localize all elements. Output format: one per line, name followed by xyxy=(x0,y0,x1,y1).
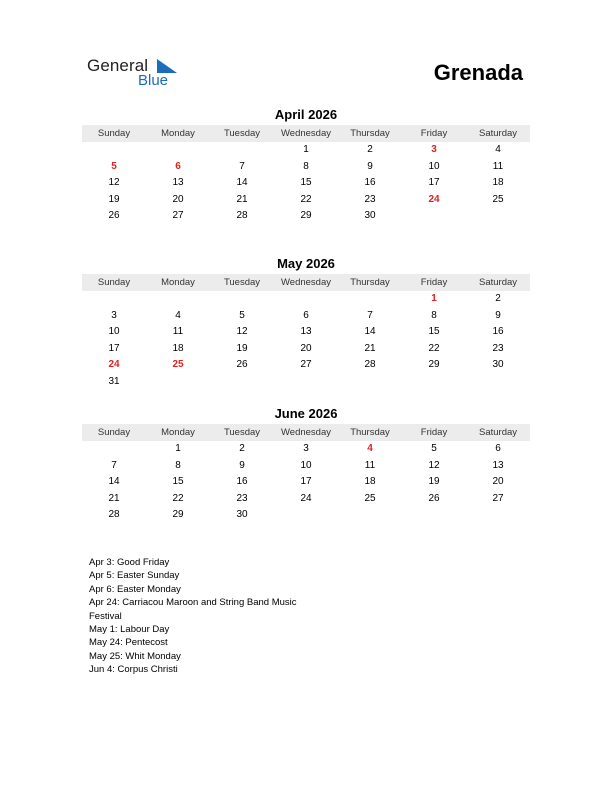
date-cell: 22 xyxy=(172,492,184,504)
month-grid xyxy=(82,142,530,225)
date-cell: 16 xyxy=(236,476,248,488)
date-cell: 15 xyxy=(172,476,184,488)
date-cell xyxy=(274,291,338,308)
holiday-list-item: Jun 4: Corpus Christi xyxy=(89,664,178,676)
weekday-label: Tuesday xyxy=(223,427,261,438)
weekday-label: Wednesday xyxy=(281,277,331,288)
date-cell: 20 xyxy=(300,342,312,354)
date-cell: 30 xyxy=(236,509,248,521)
weekday-label: Saturday xyxy=(478,277,518,288)
weekday-label: Thursday xyxy=(350,277,390,288)
weekday-header xyxy=(82,125,530,142)
weekday-header xyxy=(82,274,530,291)
month-title: June 2026 xyxy=(274,406,338,421)
date-cell: 28 xyxy=(364,359,376,371)
date-cell: 13 xyxy=(492,459,504,471)
date-cell: 23 xyxy=(236,492,248,504)
weekday-label: Tuesday xyxy=(223,128,261,139)
date-cell: 11 xyxy=(172,326,184,338)
logo-flag-icon xyxy=(157,59,177,73)
weekday-label: Friday xyxy=(420,128,448,139)
week-row xyxy=(82,192,530,209)
holiday-list-item: May 1: Labour Day xyxy=(89,624,170,636)
date-cell xyxy=(402,507,466,524)
date-cell xyxy=(466,374,530,391)
weekday-label: Sunday xyxy=(97,277,131,288)
date-cell: 24 xyxy=(300,492,312,504)
date-cell: 3 xyxy=(111,309,117,321)
holiday-date-cell: 25 xyxy=(172,359,184,371)
date-cell: 14 xyxy=(364,326,376,338)
date-cell xyxy=(146,142,210,159)
weekday-label: Sunday xyxy=(97,128,131,139)
month-grid xyxy=(82,291,530,391)
weekday-header xyxy=(82,424,530,441)
date-cell: 15 xyxy=(300,177,312,189)
date-cell: 17 xyxy=(300,476,312,488)
date-cell: 31 xyxy=(108,375,120,387)
month-title: April 2026 xyxy=(274,107,338,122)
date-cell: 12 xyxy=(236,326,248,338)
date-cell: 18 xyxy=(364,476,376,488)
date-cell: 10 xyxy=(300,459,312,471)
date-cell: 4 xyxy=(175,309,181,321)
date-cell: 23 xyxy=(364,193,376,205)
weekday-label: Monday xyxy=(161,277,195,288)
date-cell xyxy=(402,374,466,391)
date-cell xyxy=(338,374,402,391)
date-cell xyxy=(82,441,146,458)
holiday-date-cell: 5 xyxy=(111,160,117,172)
date-cell: 16 xyxy=(492,326,504,338)
week-row xyxy=(82,159,530,176)
date-cell xyxy=(338,507,402,524)
date-cell xyxy=(146,374,210,391)
date-cell: 13 xyxy=(172,177,184,189)
date-cell xyxy=(466,507,530,524)
date-cell: 8 xyxy=(175,459,181,471)
date-cell: 10 xyxy=(108,326,120,338)
date-cell: 27 xyxy=(300,359,312,371)
date-cell: 29 xyxy=(172,509,184,521)
week-row xyxy=(82,142,530,159)
week-row xyxy=(82,441,530,458)
date-cell: 7 xyxy=(111,459,117,471)
week-row xyxy=(82,507,530,524)
week-row xyxy=(82,474,530,491)
date-cell: 30 xyxy=(492,359,504,371)
weekday-label: Saturday xyxy=(478,427,518,438)
country-title: Grenada xyxy=(433,60,523,85)
date-cell: 9 xyxy=(239,459,245,471)
date-cell: 9 xyxy=(367,160,373,172)
logo-word-blue: Blue xyxy=(138,72,169,89)
weekday-label: Tuesday xyxy=(223,277,261,288)
date-cell: 8 xyxy=(303,160,309,172)
week-row xyxy=(82,357,530,374)
date-cell: 11 xyxy=(492,160,504,172)
weekday-label: Friday xyxy=(420,427,448,438)
date-cell: 21 xyxy=(236,193,248,205)
holiday-list-item: May 24: Pentecost xyxy=(89,637,168,649)
date-cell: 28 xyxy=(108,509,120,521)
brand-logo xyxy=(87,56,187,92)
date-cell: 26 xyxy=(236,359,248,371)
month-title: May 2026 xyxy=(277,256,335,271)
date-cell: 9 xyxy=(495,309,501,321)
date-cell: 19 xyxy=(108,193,120,205)
date-cell: 15 xyxy=(428,326,440,338)
month-april xyxy=(82,107,530,225)
date-cell: 27 xyxy=(172,210,184,222)
date-cell: 19 xyxy=(236,342,248,354)
date-cell: 4 xyxy=(495,144,501,155)
logo-word-general: General xyxy=(87,56,149,75)
date-cell: 22 xyxy=(428,342,440,354)
date-cell: 28 xyxy=(236,210,248,222)
date-cell: 1 xyxy=(175,443,181,454)
weekday-label: Thursday xyxy=(350,427,390,438)
date-cell: 12 xyxy=(428,459,440,471)
holiday-date-cell: 24 xyxy=(108,359,120,371)
date-cell xyxy=(210,142,274,159)
week-row xyxy=(82,175,530,192)
weekday-label: Sunday xyxy=(97,427,131,438)
week-row xyxy=(82,208,530,225)
holiday-list-item: Apr 24: Carriacou Maroon and String Band Music Festival xyxy=(89,597,297,622)
date-cell: 20 xyxy=(492,476,504,488)
date-cell: 30 xyxy=(364,210,376,222)
date-cell xyxy=(82,291,146,308)
week-row xyxy=(82,341,530,358)
holiday-list-item: Apr 3: Good Friday xyxy=(89,557,170,568)
week-row xyxy=(82,291,530,308)
weekday-label: Thursday xyxy=(350,128,390,139)
date-cell: 2 xyxy=(367,144,373,155)
date-cell: 12 xyxy=(108,177,120,189)
weekday-label: Wednesday xyxy=(281,128,331,139)
date-cell: 8 xyxy=(431,309,437,321)
date-cell: 26 xyxy=(428,492,440,504)
date-cell: 19 xyxy=(428,476,440,488)
week-row xyxy=(82,324,530,341)
date-cell: 26 xyxy=(108,210,120,222)
holiday-date-cell: 1 xyxy=(431,293,437,304)
date-cell: 20 xyxy=(172,193,184,205)
date-cell: 23 xyxy=(492,342,504,354)
weekday-label: Wednesday xyxy=(281,427,331,438)
date-cell: 21 xyxy=(364,342,376,354)
date-cell: 11 xyxy=(364,459,376,471)
date-cell xyxy=(82,142,146,159)
holiday-date-cell: 4 xyxy=(367,443,373,454)
date-cell: 3 xyxy=(303,443,309,454)
date-cell: 14 xyxy=(108,476,120,488)
date-cell: 7 xyxy=(367,309,373,321)
week-row xyxy=(82,458,530,475)
date-cell xyxy=(210,374,274,391)
date-cell: 14 xyxy=(236,177,248,189)
date-cell: 17 xyxy=(108,342,120,354)
date-cell: 5 xyxy=(239,309,245,321)
date-cell: 25 xyxy=(492,193,504,205)
date-cell: 18 xyxy=(492,177,504,189)
date-cell: 5 xyxy=(431,443,437,454)
date-cell xyxy=(466,208,530,225)
date-cell: 27 xyxy=(492,492,504,504)
date-cell xyxy=(402,208,466,225)
date-cell: 25 xyxy=(364,492,376,504)
date-cell: 21 xyxy=(108,492,120,504)
holiday-list xyxy=(89,556,329,677)
date-cell: 18 xyxy=(172,342,184,354)
holiday-list-item: Apr 6: Easter Monday xyxy=(89,583,181,595)
date-cell: 13 xyxy=(300,326,312,338)
date-cell xyxy=(210,291,274,308)
holiday-date-cell: 6 xyxy=(175,160,181,172)
month-may xyxy=(82,256,530,391)
weekday-label: Monday xyxy=(161,427,195,438)
date-cell: 17 xyxy=(428,177,440,189)
weekday-label: Friday xyxy=(420,277,448,288)
date-cell: 6 xyxy=(303,309,309,321)
date-cell: 22 xyxy=(300,193,312,205)
month-grid xyxy=(82,441,530,524)
date-cell: 2 xyxy=(495,293,501,304)
weekday-label: Saturday xyxy=(478,128,518,139)
date-cell: 6 xyxy=(495,443,501,454)
week-row xyxy=(82,491,530,508)
date-cell xyxy=(338,291,402,308)
weekday-label: Monday xyxy=(161,128,195,139)
date-cell: 10 xyxy=(428,160,440,172)
date-cell: 1 xyxy=(303,144,309,155)
holiday-date-cell: 3 xyxy=(431,144,437,155)
date-cell: 29 xyxy=(428,359,440,371)
date-cell: 29 xyxy=(300,210,312,222)
date-cell: 2 xyxy=(239,443,245,454)
date-cell xyxy=(274,507,338,524)
holiday-date-cell: 24 xyxy=(428,193,440,205)
month-june xyxy=(82,406,530,524)
date-cell: 7 xyxy=(239,160,245,172)
holiday-list-item: Apr 5: Easter Sunday xyxy=(89,570,180,582)
week-row xyxy=(82,308,530,325)
holiday-list-item: May 25: Whit Monday xyxy=(89,650,181,662)
week-row xyxy=(82,374,530,391)
date-cell xyxy=(146,291,210,308)
date-cell xyxy=(274,374,338,391)
date-cell: 16 xyxy=(364,177,376,189)
